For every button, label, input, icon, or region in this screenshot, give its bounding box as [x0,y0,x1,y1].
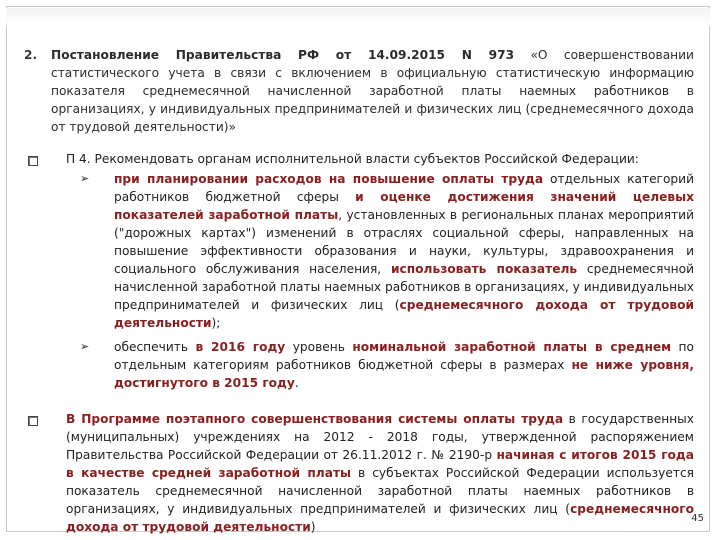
emphasis-text: начиная с итогов 2015 года в качестве средней заработной платы [66,448,694,480]
plain-text: ); [211,316,221,330]
page-number: 45 [691,513,704,524]
plain-text: ) [310,520,316,534]
arrow-bullet-icon: ➢ [80,340,90,353]
emphasis-text: при планировании расходов на повышение оплаты труда [114,172,544,186]
plain-text: уровень [285,340,353,354]
emphasis-text: и оценке достижения значений целевых показателей заработной платы [114,190,694,222]
sub-bullet-1-text [114,170,694,332]
emphasis-text: среднемесячного дохода от трудовой деятельности [114,298,694,330]
bullet-item-1 [24,150,694,392]
top-rule [6,8,710,26]
sub-bullet-2-text [114,338,694,392]
plain-text: , установленных в региональных планах мероприятий ("дорожных картах") изменений в отраслях социальной сферы, направленных на повышение эффективности образования и науки, культуры, здравоохранения и социального обслуживания населения, [114,208,694,276]
emphasis-text: использовать показатель [391,262,578,276]
slide-content [24,46,694,536]
plain-text: . [294,376,299,390]
emphasis-text: среднемесячного дохода от трудовой деятельности [66,502,694,534]
emphasis-text: номинальной заработной платы в среднем [352,340,672,354]
bullet-1-body [66,150,694,392]
heading-bold: Постановление Правительства РФ от 14.09.2015 N 973 [51,48,515,62]
emphasis-text: не ниже уровня, достигнутого в 2015 году [114,358,695,390]
emphasis-text: в 2016 году [195,340,286,354]
section-number: 2. [24,48,38,62]
plain-text: в субъектах Российской Федерации используется показатель среднемесячной начисленной заработной платы наемных работников в организациях, у индивидуальных предпринимателей и физических лиц ( [66,466,694,516]
sub-bullet-1 [66,170,694,332]
plain-text: среднемесячной начисленной заработной платы наемных работников в организациях, у индивидуальных предпринимателей и физических лиц ( [114,262,695,312]
bullet-2-body [66,410,694,536]
plain-text: отдельных категорий работников бюджетной сферы [114,172,694,204]
bullet-item-2 [24,410,694,536]
checkbox-bullet-icon [28,416,38,426]
section-heading [24,46,694,136]
emphasis-text: В Программе поэтапного совершенствования системы оплаты труда [66,412,564,426]
section-heading-text [51,46,694,136]
plain-text: в государственных (муниципальных) учреждениях на 2012 - 2018 годы, утвержденной распоряжением Правительства Российской Федерации от 26.11.2012 г. № 2190-р [66,412,694,462]
plain-text: по отдельным категориям работников бюджетной сферы в размерах [114,340,694,372]
heading-rest: «О совершенствовании статистического учета в связи с включением в официальную статистическую информацию показателя среднемесячной начисленной заработной платы наемных работников в организациях, у индивидуальных предпринимателей и физических лиц (среднемесячного дохода от трудовой деятельности)» [51,48,694,134]
arrow-bullet-icon: ➢ [80,172,90,185]
plain-text: обеспечить [114,340,196,354]
bullet-1-intro: П 4. Рекомендовать органам исполнительной власти субъектов Российской Федерации: [66,152,639,166]
sub-bullet-2 [66,338,694,392]
checkbox-bullet-icon [28,156,38,166]
